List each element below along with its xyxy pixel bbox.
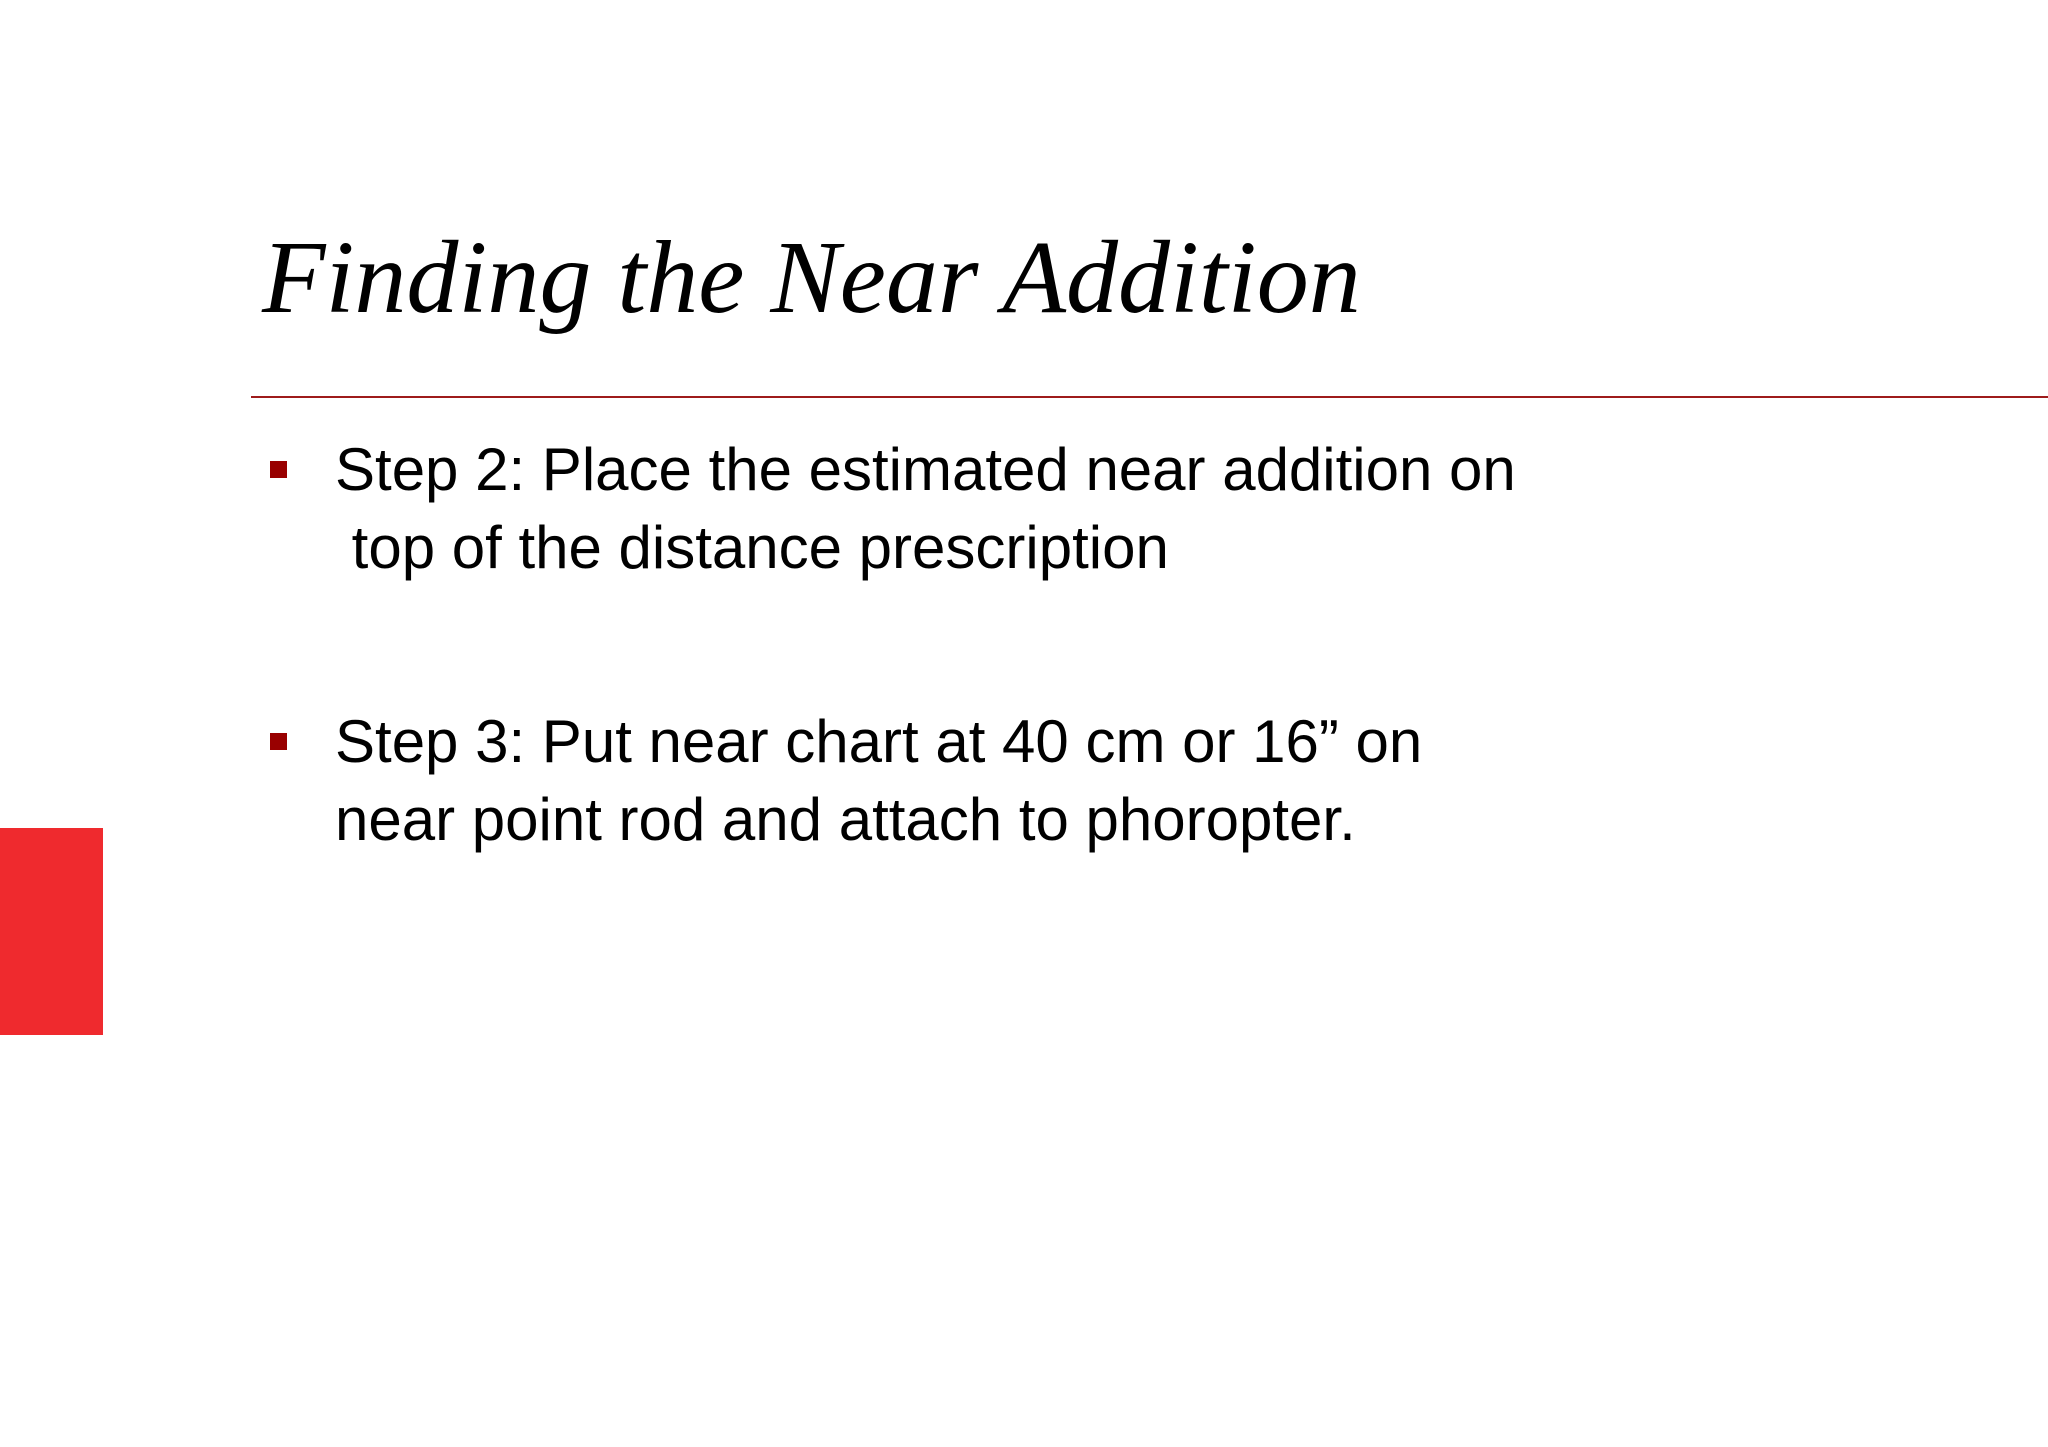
bullet-text-line: Step 2: Place the estimated near addition on [335, 436, 1516, 503]
title-underline-rule [251, 396, 2048, 398]
square-bullet-icon [270, 461, 287, 478]
slide-title: Finding the Near Addition [262, 220, 1361, 335]
accent-block [0, 828, 103, 1035]
bullet-text-line: near point rod and attach to phoropter. [335, 786, 1356, 853]
bullet-text-line: Step 3: Put near chart at 40 cm or 16” on [335, 708, 1423, 775]
bullet-text-line: top of the distance prescription [335, 514, 1169, 581]
square-bullet-icon [270, 733, 287, 750]
